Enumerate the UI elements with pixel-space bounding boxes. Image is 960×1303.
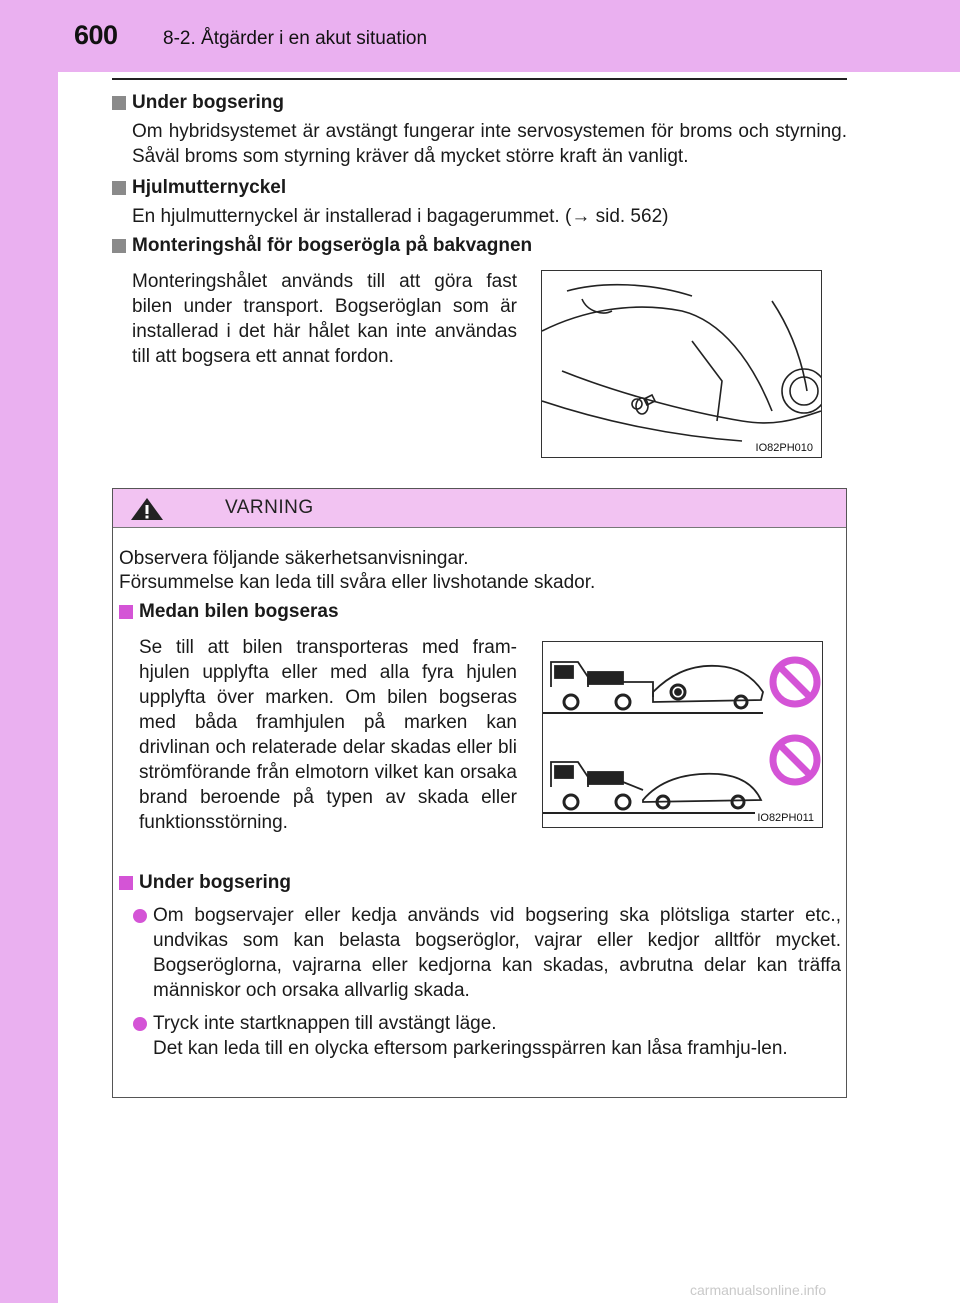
towing-section [112, 91, 847, 169]
warning-box [112, 488, 847, 1098]
during-subsection [119, 871, 841, 1061]
car-rear-illustration [542, 271, 821, 457]
wrench-section [112, 176, 847, 229]
warning-triangle-icon [130, 497, 164, 521]
tow-truck-illustration [543, 642, 822, 827]
square-bullet-icon [119, 605, 133, 619]
section-title: 8-2. Åtgärder i en akut situation [163, 28, 428, 49]
watermark: carmanualsonline.info [690, 1282, 827, 1298]
arrow-icon: → [571, 206, 591, 227]
mount-heading: Monteringshål för bogserögla på bakvagnen [132, 235, 533, 256]
square-bullet-icon [119, 876, 133, 890]
wrench-text: En hjulmutternyckel är installerad i bagagerummet. (→ sid. 562) [132, 206, 669, 227]
figure-code: IO82PH011 [757, 812, 814, 824]
square-bullet-icon [112, 239, 126, 253]
warning-intro [119, 547, 841, 595]
square-bullet-icon [112, 181, 126, 195]
warning-intro-line-1: Observera följande säkerhetsanvisningar. [119, 548, 469, 569]
towing-text: Om hybridsystemet är avstängt fungerar inte servosystemen för broms och styrning. Såväl broms som styrning kräver då mycket större kraft än vanligt. [132, 121, 847, 167]
page-number: 600 [74, 20, 118, 50]
during-bullet-1: Om bogservajer eller kedja används vid bogsering ska plötsliga starter etc., undvikas som kan belasta bogseröglor, vajrar eller kedjor alltför mycket. Bogseröglorna, vajrarna eller kedjorna kan skadas, avbrutna delar kan träffa människor och orsaka allvarlig skada. [153, 905, 841, 1001]
towed-text: Se till att bilen transporteras med fram-hjulen upplyfta eller med alla fyra hjulen upplyfta över marken. Om bilen bogseras med båda framhjulen på marken kan drivlinan och relaterade delar skadas eller bli strömförande från elmotorn vilket kan orsaka brand beroende på typen av skada eller funktionsstörning. [139, 637, 517, 833]
towing-figure [542, 641, 823, 828]
list-item [119, 903, 841, 1003]
mount-section [112, 234, 847, 258]
tow-eye-figure [541, 270, 822, 458]
header-divider [112, 78, 847, 80]
wrench-heading: Hjulmutternyckel [132, 177, 287, 198]
figure-code: IO82PH010 [755, 442, 813, 454]
square-bullet-icon [112, 96, 126, 110]
towing-heading: Under bogsering [132, 92, 285, 113]
page-sidebar-band [0, 0, 58, 1303]
warning-header [113, 489, 846, 528]
circle-bullet-icon [133, 909, 147, 923]
warning-title: VARNING [225, 497, 314, 518]
towed-subsection [119, 600, 841, 624]
list-item [119, 1011, 841, 1061]
warning-intro-line-2: Försummelse kan leda till svåra eller livshotande skador. [119, 572, 596, 593]
towed-heading: Medan bilen bogseras [139, 601, 339, 622]
during-bullet-2-line-2: Det kan leda till en olycka eftersom parkeringsspärren kan låsa framhju-len. [153, 1038, 788, 1059]
during-heading: Under bogsering [139, 872, 292, 893]
circle-bullet-icon [133, 1017, 147, 1031]
mount-text: Monteringshålet används till att göra fast bilen under transport. Bogseröglan som är installerad i det här hålet kan inte användas till att bogsera ett annat fordon. [132, 271, 517, 367]
during-bullet-2-line-1: Tryck inte startknappen till avstängt läge. [153, 1013, 497, 1034]
